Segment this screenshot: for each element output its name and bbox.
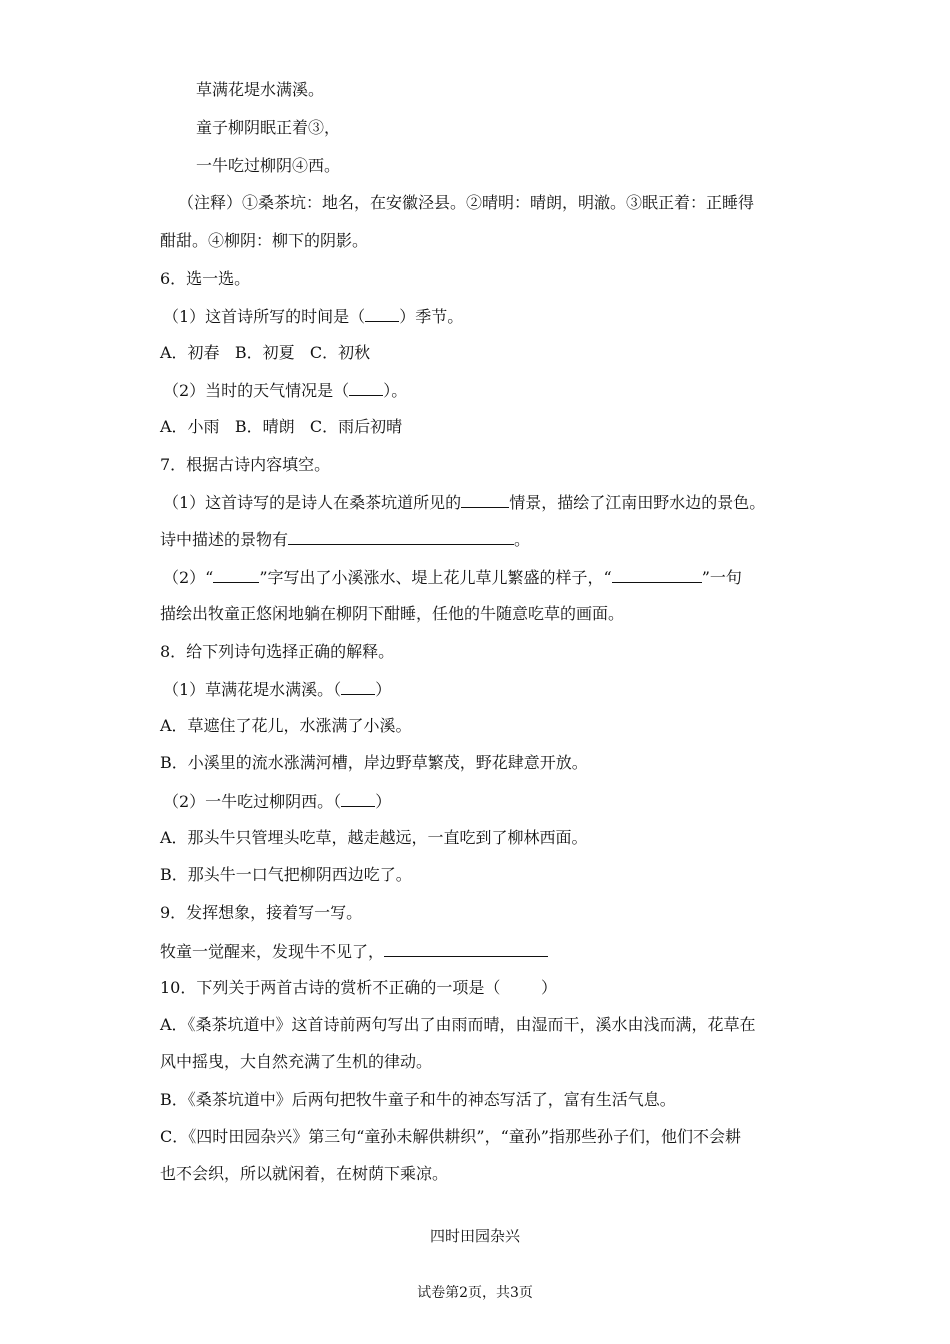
q7-sub2-blank-1[interactable] <box>213 566 259 583</box>
q10-option-c-line1: C．《四时田园杂兴》第三句“童孙未解供耕织”，“童孙”指那些孙子们，他们不会耕 <box>160 1127 741 1146</box>
q6-sub2-blank[interactable] <box>349 379 383 396</box>
q6-sub2 <box>163 379 407 402</box>
q7-sub1-line2-blank[interactable] <box>288 528 514 545</box>
q7-sub1-line2-suffix: 。 <box>514 530 531 549</box>
q8-sub2-option-a: A．那头牛只管埋头吃草，越走越远，一直吃到了柳林西面。 <box>160 828 588 847</box>
q8-sub1-option-a: A．草遮住了花儿，水涨满了小溪。 <box>160 716 412 735</box>
q10-option-a-line2: 风中摇曳，大自然充满了生机的律动。 <box>160 1052 433 1071</box>
q9-answer-blank[interactable] <box>384 940 548 957</box>
q9-line-prefix: 牧童一觉醒来，发现牛不见了， <box>160 942 385 961</box>
q7-title: 7．根据古诗内容填空。 <box>160 455 331 474</box>
notes-line-2: 酣甜。④柳阴：柳下的阴影。 <box>160 231 369 250</box>
q7-sub1 <box>163 491 765 514</box>
q6-sub2-prefix: （2）当时的天气情况是（ <box>163 381 350 400</box>
q7-sub1-prefix: （1）这首诗写的是诗人在桑茶坑道所见的 <box>163 493 462 512</box>
q10-title: 10．下列关于两首古诗的赏析不正确的一项是（ ） <box>160 978 558 997</box>
next-poem-title: 四时田园杂兴 <box>429 1227 520 1245</box>
q6-sub2-options: A．小雨 B．晴朗 C．雨后初晴 <box>160 417 403 436</box>
q8-sub1 <box>163 678 391 701</box>
q9-line <box>160 940 548 963</box>
q10-option-c-line2: 也不会织，所以就闲着，在树荫下乘凉。 <box>160 1164 449 1183</box>
q7-sub1-suffix: 情景，描绘了江南田野水边的景色。 <box>509 493 766 512</box>
notes-line-1: （注释）①桑茶坑：地名，在安徽泾县。②晴明：晴朗，明澈。③眠正着：正睡得 <box>178 193 755 212</box>
q7-sub2-c: ”一句 <box>701 568 742 587</box>
q6-sub1 <box>163 305 463 328</box>
q8-sub2-option-b: B．那头牛一口气把柳阴西边吃了。 <box>160 865 412 884</box>
q8-sub1-option-b: B．小溪里的流水涨满河槽，岸边野草繁茂，野花肆意开放。 <box>160 753 588 772</box>
q6-sub2-suffix: ）。 <box>383 381 408 400</box>
q7-sub2 <box>163 566 742 589</box>
q9-title: 9．发挥想象，接着写一写。 <box>160 903 363 922</box>
poem-line-3: 一牛吃过柳阴④西。 <box>196 156 341 175</box>
q8-title: 8．给下列诗句选择正确的解释。 <box>160 642 395 661</box>
q10-option-a-line1: A．《桑茶坑道中》这首诗前两句写出了由雨而晴，由湿而干，溪水由浅而满，花草在 <box>160 1015 756 1034</box>
q6-sub1-blank[interactable] <box>365 305 399 322</box>
q6-sub1-prefix: （1）这首诗所写的时间是（ <box>163 307 366 326</box>
q6-sub1-suffix: ）季节。 <box>399 307 464 326</box>
q8-sub2-blank[interactable] <box>341 790 375 807</box>
q8-sub2-prefix: （2）一牛吃过柳阴西。（ <box>163 792 342 811</box>
q7-sub2-blank-2[interactable] <box>612 566 702 583</box>
q7-sub2-b: ”字写出了小溪涨水、堤上花儿草儿繁盛的样子，“ <box>259 568 612 587</box>
q8-sub1-blank[interactable] <box>341 678 375 695</box>
q7-sub1-line2-prefix: 诗中描述的景物有 <box>160 530 289 549</box>
q7-sub1-line2 <box>160 528 530 551</box>
q10-option-b: B．《桑茶坑道中》后两句把牧牛童子和牛的神态写活了，富有生活气息。 <box>160 1090 676 1109</box>
q6-sub1-options: A．初春 B．初夏 C．初秋 <box>160 343 371 362</box>
q8-sub1-prefix: （1）草满花堤水满溪。（ <box>163 680 342 699</box>
q8-sub2-suffix: ） <box>375 792 392 811</box>
q7-sub2-a: （2）“ <box>163 568 214 587</box>
q7-sub1-blank[interactable] <box>461 491 509 508</box>
q6-title: 6．选一选。 <box>160 269 251 288</box>
poem-line-1: 草满花堤水满溪。 <box>196 80 325 99</box>
q7-sub2-line2: 描绘出牧童正悠闲地躺在柳阴下酣睡，任他的牛随意吃草的画面。 <box>160 604 625 623</box>
poem-line-2: 童子柳阴眠正着③， <box>196 118 341 137</box>
q8-sub1-suffix: ） <box>375 680 392 699</box>
q8-sub2 <box>163 790 391 813</box>
page-footer: 试卷第2页，共3页 <box>417 1285 533 1301</box>
